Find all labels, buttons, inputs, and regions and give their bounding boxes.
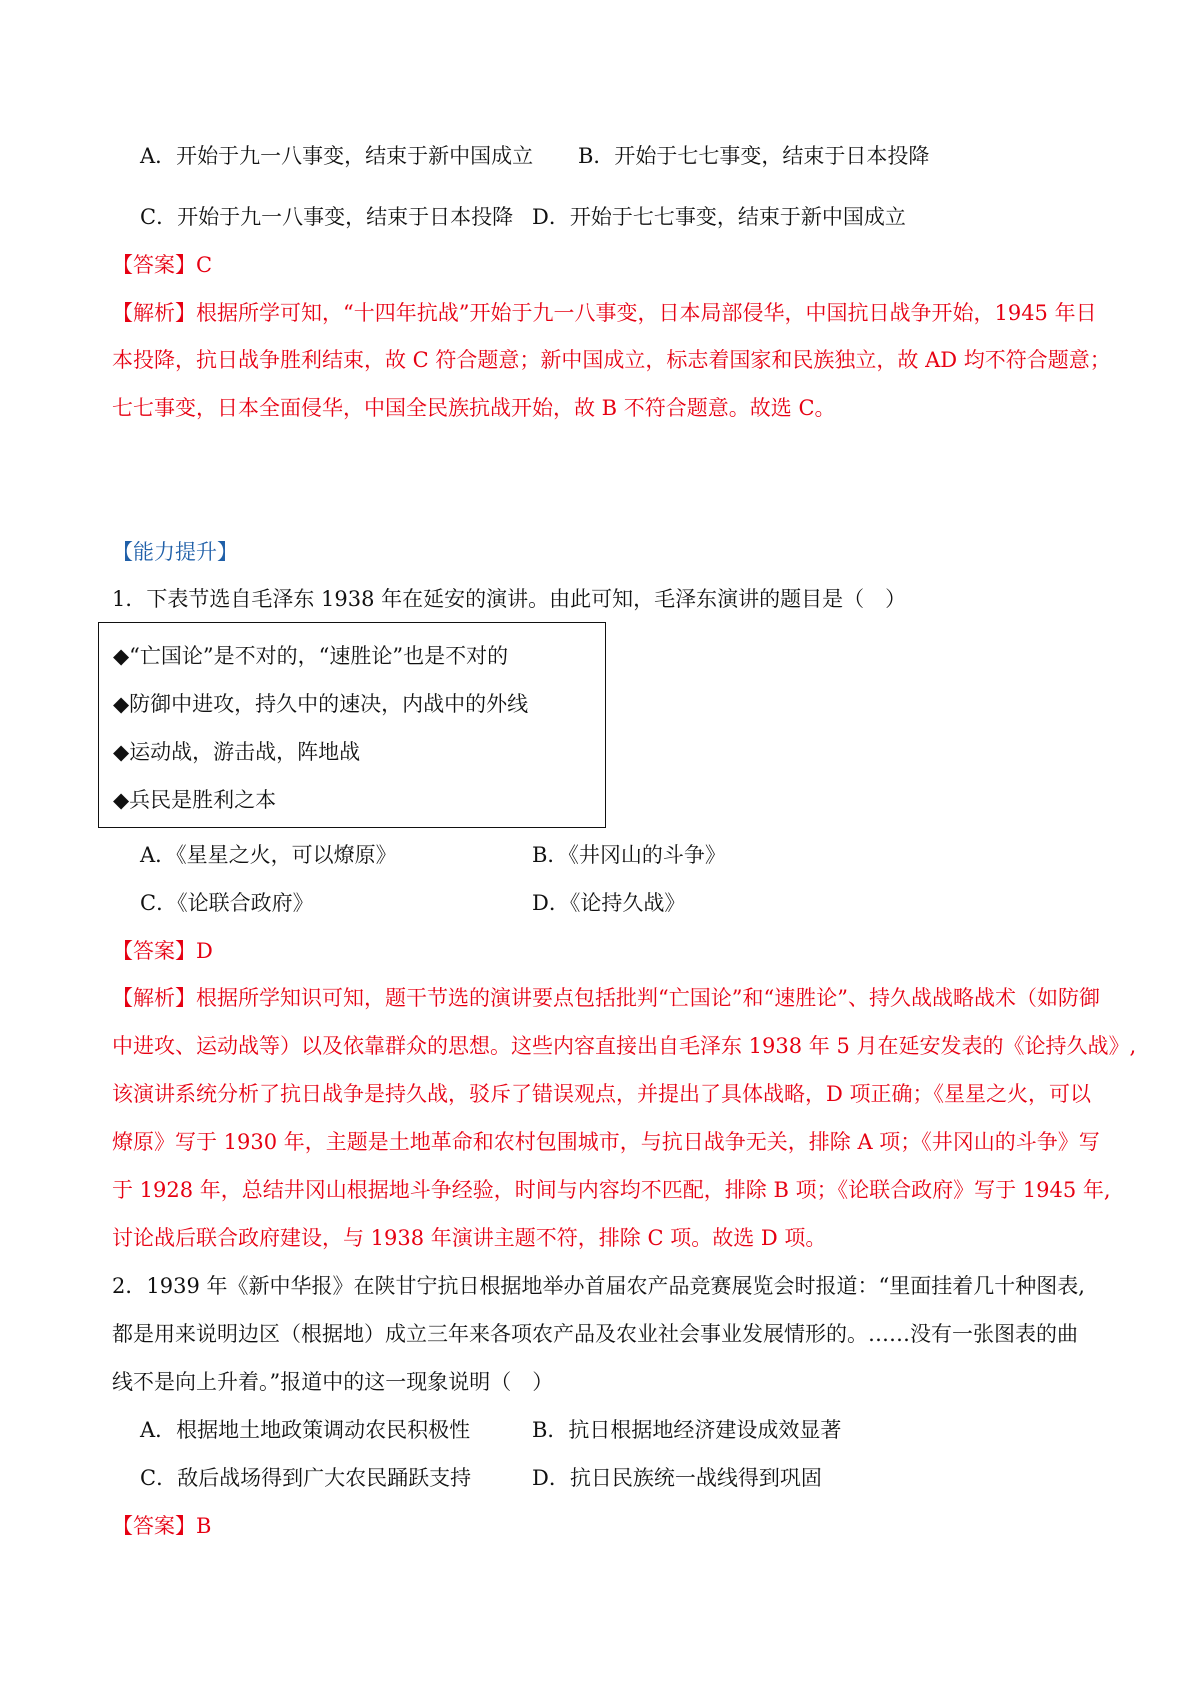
analysis-text: 根据所学知识可知，题干节选的演讲要点包括批判“亡国论”和“速胜论”、持久战战略战术（如防御 (196, 986, 1100, 1010)
q1-analysis-line-5: 于 1928 年，总结井冈山根据地斗争经验，时间与内容均不匹配，排除 B 项；《论联合政府》写于 1945 年, (112, 1178, 1111, 1202)
q1-analysis-line-6: 讨论战后联合政府建设，与 1938 年演讲主题不符，排除 C 项。故选 D 项。 (112, 1226, 827, 1250)
prev-answer (112, 250, 212, 280)
answer-value: B (196, 1514, 212, 1538)
prev-analysis-line-2: 本投降，抗日战争胜利结束，故 C 符合题意；新中国成立，标志着国家和民族独立，故 AD 均不符合题意； (112, 348, 1111, 372)
prev-analysis-line-3: 七七事变，日本全面侵华，中国全民族抗战开始，故 B 不符合题意。故选 C。 (112, 396, 836, 420)
q2-option-c: C．敌后战场得到广大农民踊跃支持 (140, 1466, 472, 1490)
answer-value: C (196, 253, 213, 277)
q2-option-a: A．根据地土地政策调动农民积极性 (140, 1418, 471, 1442)
prev-option-a: A．开始于九一八事变，结束于新中国成立 (140, 144, 534, 168)
analysis-text: 根据所学可知，“十四年抗战”开始于九一八事变，日本局部侵华，中国抗日战争开始，1945 年日 (196, 301, 1097, 325)
answer-tag: 【答案】 (112, 939, 196, 963)
q1-stem: 1．下表节选自毛泽东 1938 年在延安的演讲。由此可知，毛泽东演讲的题目是（ ） (112, 587, 907, 611)
answer-tag: 【答案】 (112, 253, 196, 277)
prev-option-b: B．开始于七七事变，结束于日本投降 (578, 144, 930, 168)
q1-analysis-line-2: 中进攻、运动战等）以及依靠群众的思想。这些内容直接出自毛泽东 1938 年 5 月在延安发表的《论持久战》, (112, 1034, 1137, 1058)
q1-option-a: A．《星星之火，可以燎原》 (140, 843, 397, 867)
answer-tag: 【答案】 (112, 1514, 196, 1538)
q1-box-item: ◆“亡国论”是不对的，“速胜论”也是不对的 (113, 644, 509, 668)
q1-option-c: C．《论联合政府》 (140, 891, 314, 915)
analysis-tag: 【解析】 (112, 986, 196, 1010)
q1-analysis-line-3: 该演讲系统分析了抗日战争是持久战，驳斥了错误观点，并提出了具体战略，D 项正确；《星星之火，可以 (112, 1082, 1092, 1106)
prev-analysis-line-1 (112, 298, 1097, 328)
q1-option-d: D．《论持久战》 (532, 891, 686, 915)
q2-stem-line-3: 线不是向上升着。”报道中的这一现象说明（ ） (112, 1370, 554, 1394)
q1-box-item: ◆防御中进攻，持久中的速决，内战中的外线 (113, 692, 529, 716)
prev-option-d: D．开始于七七事变，结束于新中国成立 (532, 205, 906, 229)
q1-excerpt-table (98, 622, 606, 828)
q1-analysis-line-1 (112, 983, 1100, 1013)
answer-value: D (196, 939, 213, 963)
prev-option-c: C．开始于九一八事变，结束于日本投降 (140, 205, 514, 229)
q2-answer (112, 1511, 211, 1541)
q1-box-item: ◆兵民是胜利之本 (113, 788, 277, 812)
q2-option-b: B．抗日根据地经济建设成效显著 (532, 1418, 842, 1442)
q2-stem-line-1: 2．1939 年《新中华报》在陕甘宁抗日根据地举办首届农产品竞赛展览会时报道：“里面挂着几十种图表, (112, 1274, 1085, 1298)
q1-answer (112, 936, 213, 966)
q2-option-d: D．抗日民族统一战线得到巩固 (532, 1466, 822, 1490)
section-title: 【能力提升】 (112, 540, 238, 564)
q1-analysis-line-4: 燎原》写于 1930 年，主题是土地革命和农村包围城市，与抗日战争无关，排除 A 项；《井冈山的斗争》写 (112, 1130, 1100, 1154)
q1-option-b: B．《井冈山的斗争》 (532, 843, 726, 867)
q1-box-item: ◆运动战，游击战，阵地战 (113, 740, 361, 764)
q2-stem-line-2: 都是用来说明边区（根据地）成立三年来各项农产品及农业社会事业发展情形的。……没有一张图表的曲 (112, 1322, 1078, 1346)
analysis-tag: 【解析】 (112, 301, 196, 325)
